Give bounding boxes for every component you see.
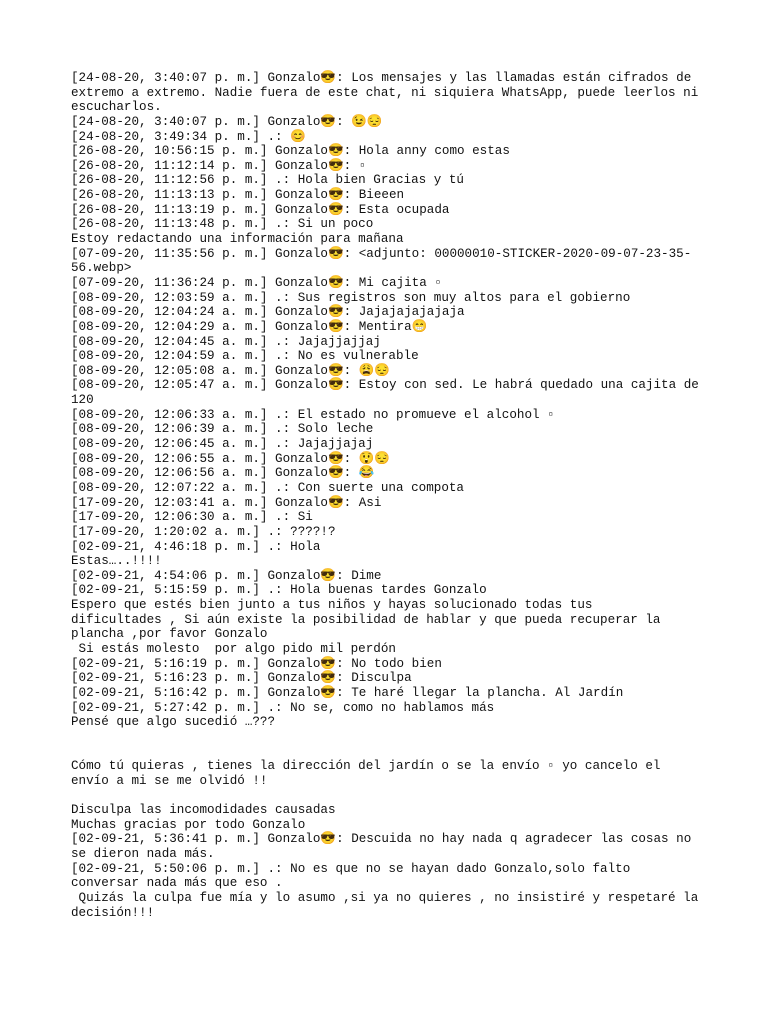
chat-line: [02-09-21, 4:46:18 p. m.] .: Hola (71, 539, 321, 554)
chat-line: [24-08-20, 3:40:07 p. m.] Gonzalo😎: 😉😔 (71, 114, 383, 129)
chat-line: plancha ,por favor Gonzalo (71, 627, 268, 642)
chat-line: 120 (71, 393, 94, 408)
blank-line (71, 744, 701, 759)
chat-line: [26-08-20, 11:12:56 p. m.] .: Hola bien Gracias y tú (71, 173, 464, 188)
chat-line: [02-09-21, 5:50:06 p. m.] .: No es que no se hayan dado Gonzalo,solo falto (71, 861, 631, 876)
chat-line: [08-09-20, 12:06:56 a. m.] Gonzalo😎: 😂 (71, 466, 375, 481)
chat-line: envío a mi se me olvidó !! (71, 773, 268, 788)
chat-line: [17-09-20, 1:20:02 a. m.] .: ????!? (71, 524, 336, 539)
chat-line: [08-09-20, 12:06:45 a. m.] .: Jajajjajaj (71, 437, 374, 452)
chat-line: [07-09-20, 11:35:56 p. m.] Gonzalo😎: <adjunto: 00000010-STICKER-2020-09-07-23-35- (71, 246, 692, 261)
chat-line: [26-08-20, 11:13:13 p. m.] Gonzalo😎: Bieeen (71, 188, 405, 203)
chat-line: [02-09-21, 5:36:41 p. m.] Gonzalo😎: Descuida no hay nada q agradecer las cosas no (71, 832, 692, 847)
chat-line: Pensé que algo sucedió …??? (71, 715, 276, 730)
chat-line: [02-09-21, 4:54:06 p. m.] Gonzalo😎: Dime (71, 568, 382, 583)
chat-line: extremo a extremo. Nadie fuera de este chat, ni siquiera WhatsApp, puede leerlos ni (71, 85, 699, 100)
chat-line: [02-09-21, 5:16:42 p. m.] Gonzalo😎: Te haré llegar la plancha. Al Jardín (71, 685, 624, 700)
chat-line: Quizás la culpa fue mía y lo asumo ,si ya no quieres , no insistiré y respetaré la (71, 890, 699, 905)
chat-line: [08-09-20, 12:06:39 a. m.] .: Solo leche (71, 422, 374, 437)
chat-line: Si estás molesto por algo pido mil perdón (71, 641, 396, 656)
chat-line: [24-08-20, 3:49:34 p. m.] .: 😊 (71, 129, 306, 144)
chat-line: dificultades , Si aún existe la posibilidad de hablar y que pueda recuperar la (71, 612, 661, 627)
chat-line: [02-09-21, 5:15:59 p. m.] .: Hola buenas tardes Gonzalo (71, 583, 487, 598)
document-page (71, 71, 701, 920)
blank-line (71, 730, 701, 745)
blank-line (71, 788, 701, 803)
chat-line: [08-09-20, 12:06:55 a. m.] Gonzalo😎: 😲😔 (71, 451, 391, 466)
chat-line: [08-09-20, 12:07:22 a. m.] .: Con suerte una compota (71, 480, 464, 495)
chat-line: Estas…..!!!! (71, 554, 162, 569)
chat-line: [08-09-20, 12:04:29 a. m.] Gonzalo😎: Mentira😁 (71, 319, 428, 334)
chat-line: [08-09-20, 12:05:08 a. m.] Gonzalo😎: 😩😔 (71, 363, 391, 378)
chat-line: [26-08-20, 11:13:48 p. m.] .: Si un poco (71, 217, 374, 232)
chat-line: [26-08-20, 10:56:15 p. m.] Gonzalo😎: Hola anny como estas (71, 144, 510, 159)
chat-line: [02-09-21, 5:27:42 p. m.] .: No se, como no hablamos más (71, 700, 495, 715)
chat-line: [08-09-20, 12:05:47 a. m.] Gonzalo😎: Estoy con sed. Le habrá quedado una cajita de (71, 378, 699, 393)
chat-line: [26-08-20, 11:12:14 p. m.] Gonzalo😎: ▫ (71, 158, 367, 173)
chat-line: [08-09-20, 12:04:24 a. m.] Gonzalo😎: Jajajajajajaja (71, 305, 465, 320)
chat-line: [02-09-21, 5:16:19 p. m.] Gonzalo😎: No todo bien (71, 656, 442, 671)
chat-line: [24-08-20, 3:40:07 p. m.] Gonzalo😎: Los mensajes y las llamadas están cifrados de (71, 71, 692, 85)
chat-line: decisión!!! (71, 905, 155, 920)
chat-line: 56.webp> (71, 261, 132, 276)
chat-line: [02-09-21, 5:16:23 p. m.] Gonzalo😎: Disculpa (71, 671, 412, 686)
chat-line: Disculpa las incomodidades causadas (71, 803, 336, 818)
chat-line: Muchas gracias por todo Gonzalo (71, 817, 306, 832)
chat-line: Espero que estés bien junto a tus niños y hayas solucionado todas tus (71, 598, 593, 613)
chat-line: conversar nada más que eso . (71, 876, 283, 891)
chat-line: se dieron nada más. (71, 846, 215, 861)
chat-line: [17-09-20, 12:03:41 a. m.] Gonzalo😎: Asi (71, 495, 382, 510)
chat-line: [07-09-20, 11:36:24 p. m.] Gonzalo😎: Mi cajita ▫ (71, 275, 442, 290)
chat-line: [17-09-20, 12:06:30 a. m.] .: Si (71, 510, 313, 525)
chat-line: [08-09-20, 12:04:59 a. m.] .: No es vulnerable (71, 349, 419, 364)
chat-line: [08-09-20, 12:06:33 a. m.] .: El estado no promueve el alcohol ▫ (71, 407, 555, 422)
chat-line: escucharlos. (71, 100, 162, 115)
chat-line: [26-08-20, 11:13:19 p. m.] Gonzalo😎: Esta ocupada (71, 202, 450, 217)
chat-line: [08-09-20, 12:03:59 a. m.] .: Sus registros son muy altos para el gobierno (71, 290, 631, 305)
chat-line: Estoy redactando una información para mañana (71, 232, 404, 247)
chat-line: [08-09-20, 12:04:45 a. m.] .: Jajajjajjaj (71, 334, 381, 349)
chat-line: Cómo tú quieras , tienes la dirección del jardín o se la envío ▫ yo cancelo el (71, 759, 661, 774)
